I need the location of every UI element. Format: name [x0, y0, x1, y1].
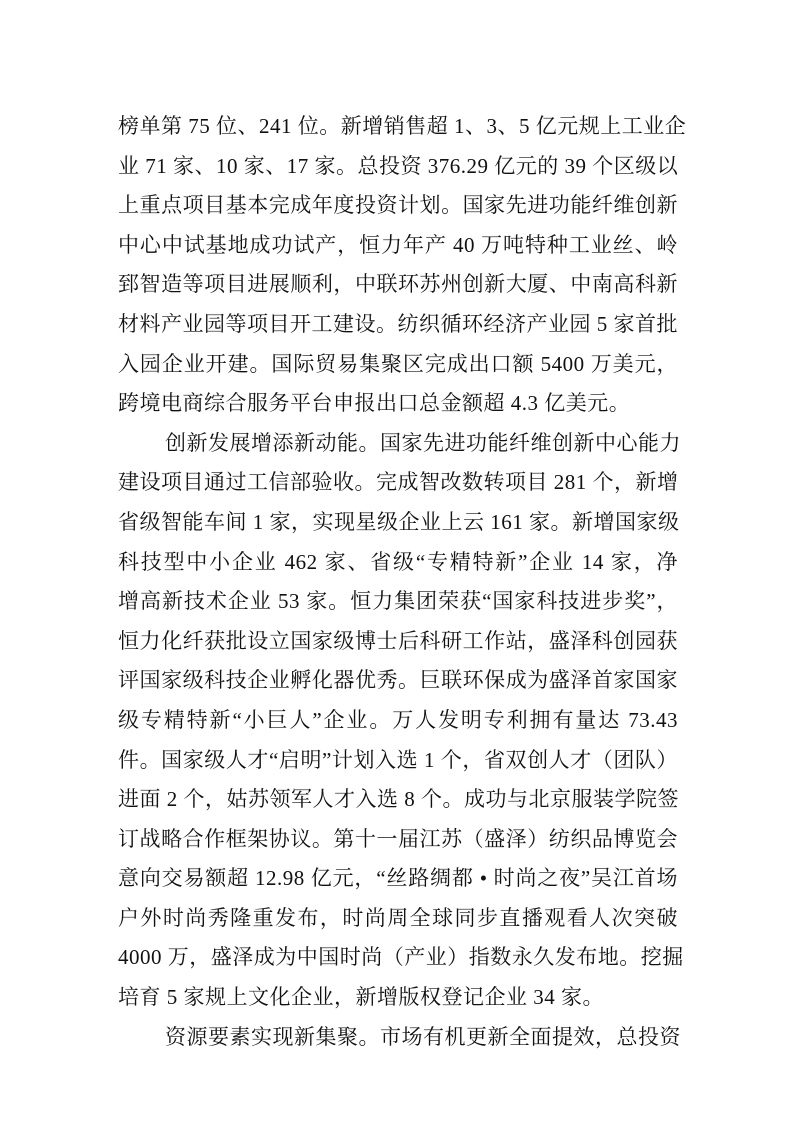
text-line: 跨境电商综合服务平台申报出口总金额超 4.3 亿美元。 [118, 391, 631, 416]
text-line: 增高新技术企业 53 家。恒力集团荣获“国家科技进步奖”， [118, 589, 678, 614]
text-line: 业 71 家、10 家、17 家。总投资 376.29 亿元的 39 个区级以 [118, 153, 679, 178]
text-line: 意向交易额超 12.98 亿元，“丝路绸都 • 时尚之夜”吴江首场 [118, 866, 678, 891]
text-line: 资源要素实现新集聚。市场有机更新全面提效，总投资 [165, 1024, 681, 1049]
text-line: 榜单第 75 位、241 位。新增销售超 1、3、5 亿元规上工业企 [118, 114, 687, 138]
text-line: 4000 万，盛泽成为中国时尚（产业）指数永久发布地。挖掘 [118, 945, 684, 970]
text-line: 材料产业园等项目开工建设。纺织循环经济产业园 5 家首批 [118, 311, 678, 336]
text-line: 建设项目通过工信部验收。完成智改数转项目 281 个，新增 [118, 470, 679, 495]
paragraph [118, 107, 687, 424]
text-line: 件。国家级人才“启明”计划入选 1 个，省双创人才（团队） [118, 747, 678, 772]
document-page [118, 107, 687, 1057]
paragraph [118, 1018, 681, 1058]
text-line: 入园企业开建。国际贸易集聚区完成出口额 5400 万美元， [118, 351, 678, 376]
text-line: 郅智造等项目进展顺利，中联环苏州创新大厦、中南高科新 [118, 272, 678, 297]
text-line: 培育 5 家规上文化企业，新增版权登记企业 34 家。 [118, 985, 604, 1010]
paragraph [118, 424, 684, 1018]
text-line: 创新发展增添新动能。国家先进功能纤维创新中心能力 [165, 430, 681, 455]
text-line: 订战略合作框架协议。第十一届江苏（盛泽）纺织品博览会 [118, 826, 678, 851]
text-line: 评国家级科技企业孵化器优秀。巨联环保成为盛泽首家国家 [118, 668, 678, 693]
text-line: 上重点项目基本完成年度投资计划。国家先进功能纤维创新 [118, 193, 678, 218]
text-line: 省级智能车间 1 家，实现星级企业上云 161 家。新增国家级 [118, 509, 680, 534]
text-line: 进面 2 个，姑苏领军人才入选 8 个。成功与北京服装学院签 [118, 787, 679, 812]
text-line: 户外时尚秀隆重发布，时尚周全球同步直播观看人次突破 [118, 905, 678, 930]
text-line: 级专精特新“小巨人”企业。万人发明专利拥有量达 73.43 [118, 707, 678, 732]
text-line: 恒力化纤获批设立国家级博士后科研工作站，盛泽科创园获 [118, 628, 678, 653]
text-line: 中心中试基地成功试产，恒力年产 40 万吨特种工业丝、岭 [118, 232, 678, 257]
text-line: 科技型中小企业 462 家、省级“专精特新”企业 14 家，净 [118, 549, 678, 574]
